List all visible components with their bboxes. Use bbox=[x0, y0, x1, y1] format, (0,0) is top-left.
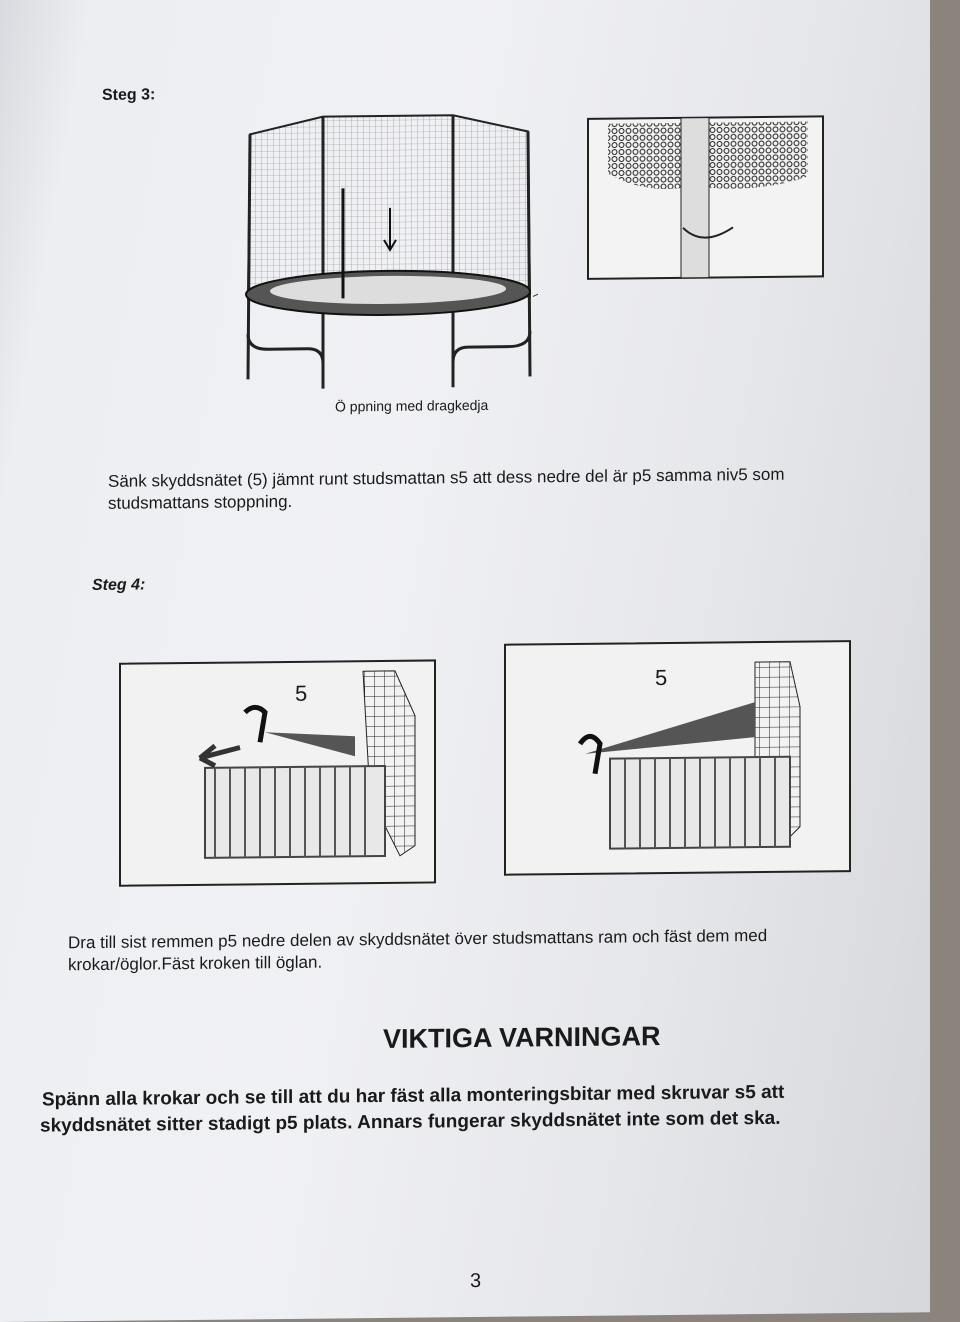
step3-text-line2: studsmattans stoppning. bbox=[108, 491, 293, 513]
step3-title: Steg 3: bbox=[102, 86, 156, 104]
warnings-heading: VIKTIGA VARNINGAR bbox=[383, 1021, 661, 1054]
step4-text-line1: Dra till sist remmen p5 nedre delen av skyddsnätet över studsmattans ram och fäst dem med bbox=[68, 925, 768, 953]
step3-text-line1: Sänk skyddsnätet (5) jämnt runt studsmattan s5 att dess nedre del är p5 samma niv5 som bbox=[108, 464, 785, 491]
hook-before-illustration bbox=[115, 655, 440, 890]
step4-title: Steg 4: bbox=[92, 576, 146, 595]
zipper-opening-caption: Ö ppning med dragkedja bbox=[335, 396, 489, 415]
trampoline-illustration bbox=[238, 106, 538, 409]
step4-text-line2: krokar/öglor.Fäst kroken till öglan. bbox=[68, 952, 323, 975]
page-number: 3 bbox=[470, 1269, 482, 1293]
net-label-right: 5 bbox=[655, 665, 668, 691]
warnings-line2: skyddsnätet sitter stadigt p5 plats. Annars fungerar skyddsnätet inte som det ska. bbox=[40, 1107, 781, 1137]
net-label-left: 5 bbox=[295, 680, 308, 706]
hook-after-illustration bbox=[500, 636, 855, 880]
net-detail-illustration bbox=[583, 111, 828, 284]
warnings-line1: Spänn alla krokar och se till att du har fäst alla monteringsbitar med skruvar s5 att bbox=[42, 1081, 785, 1111]
